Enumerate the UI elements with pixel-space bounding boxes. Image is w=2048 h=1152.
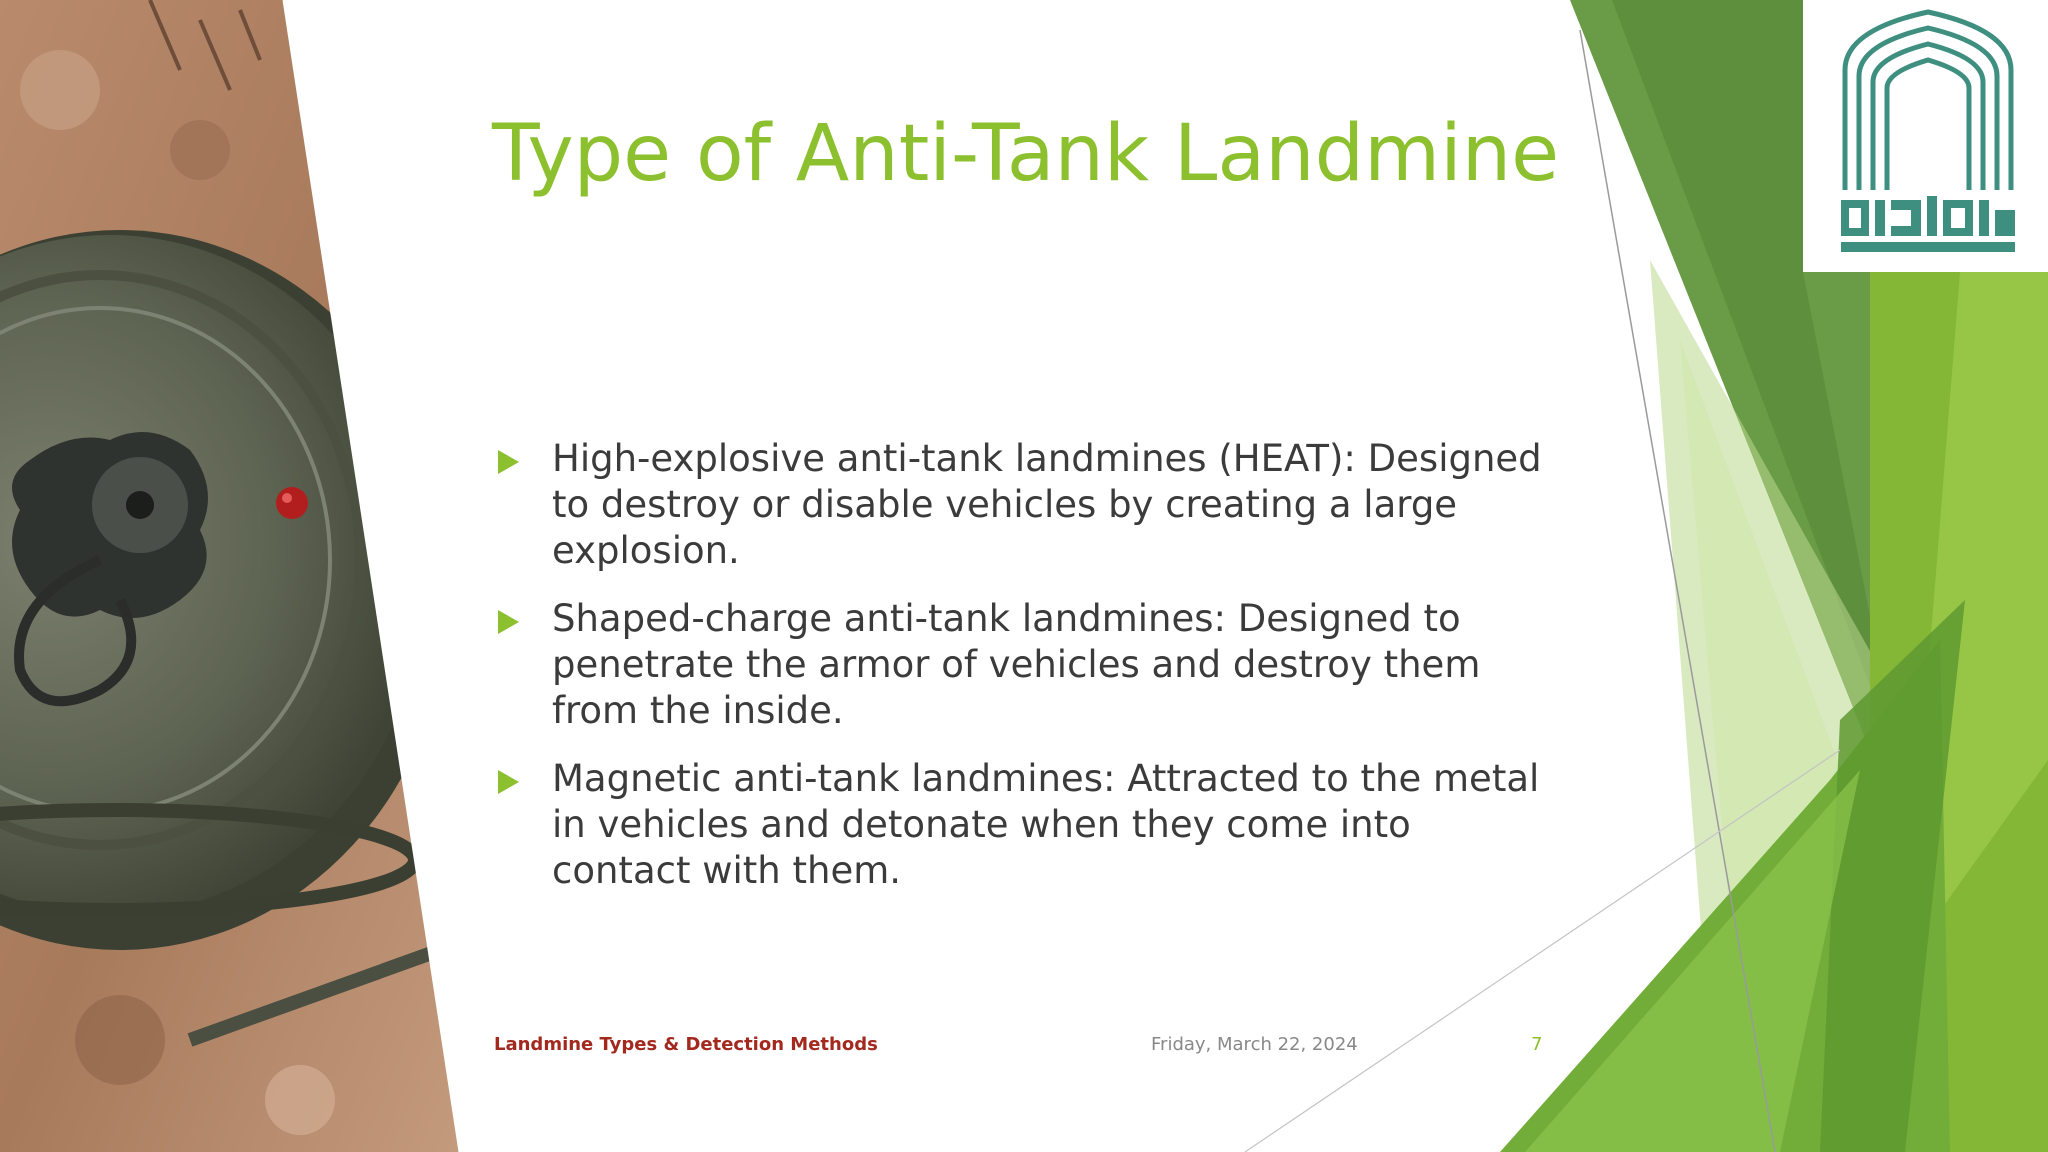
triangle-bullet-icon — [498, 770, 519, 794]
bullet-text: Shaped-charge anti-tank landmines: Designed to penetrate the armor of vehicles and destroy them from the inside. — [552, 597, 1481, 732]
list-item — [492, 436, 1552, 574]
bullet-list — [492, 436, 1552, 916]
landmine-photo — [0, 0, 470, 1152]
footer-date: Friday, March 22, 2024 — [1151, 1034, 1358, 1055]
institution-logo — [1803, 0, 2048, 272]
bullet-text: High-explosive anti-tank landmines (HEAT): Designed to destroy or disable vehicles by creating a large explosion. — [552, 437, 1542, 572]
slide-number: 7 — [1531, 1034, 1543, 1055]
logo-panel — [1803, 0, 2048, 272]
bullet-text: Magnetic anti-tank landmines: Attracted to the metal in vehicles and detonate when they come into contact with them. — [552, 757, 1540, 892]
slide-title: Type of Anti-Tank Landmine — [492, 109, 1560, 199]
triangle-bullet-icon — [498, 610, 519, 634]
list-item — [492, 596, 1552, 734]
list-item — [492, 756, 1552, 894]
footer-presentation-title: Landmine Types & Detection Methods — [494, 1034, 878, 1055]
triangle-bullet-icon — [498, 450, 519, 474]
